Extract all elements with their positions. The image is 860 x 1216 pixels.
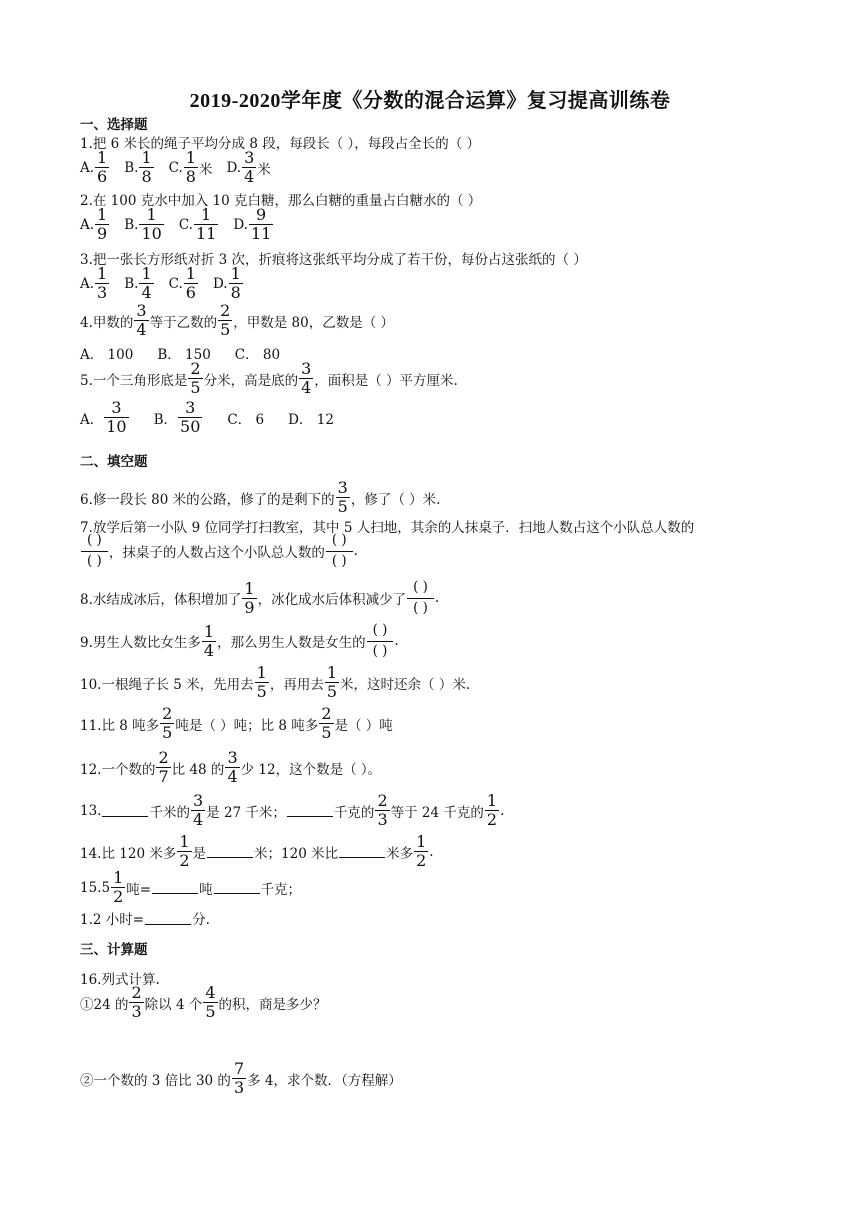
answer-blank[interactable] — [339, 845, 385, 858]
question-12: 12.一个数的 $\frac{2}{7}$ 比 48 的 $\frac{3}{4}$ 少 12，这个数是（ ）。 — [80, 748, 382, 786]
fraction: $\frac{1}{3}$ — [97, 264, 108, 302]
question-16-part-2: ②一个数的 3 倍比 30 的 $\frac{7}{3}$ 多 4，求个数．（方程解） — [80, 1059, 402, 1097]
fraction: $\frac{2}{7}$ — [158, 748, 169, 786]
fraction: $\frac{1}{2}$ — [113, 868, 124, 906]
question-3: 3.把一张长方形纸对折 3 次，折痕将这张纸平均分成了若干份，每份占这张纸的（ ） — [80, 252, 587, 268]
fraction: $\frac{1}{5}$ — [256, 663, 267, 701]
question-5: 5.一个三角形底是 $\frac{2}{5}$ 分米，高是底的 $\frac{3}{4}$ ，面积是（ ）平方厘米. — [80, 359, 458, 397]
fraction: $\frac{1}{9}$ — [244, 578, 255, 617]
section-heading-calc: 三、计算题 — [80, 942, 148, 958]
question-3-options: A. $\frac{1}{3}$ B. $\frac{1}{4}$ C. $\frac{1}{6}$ D. $\frac{1}{8}$ — [80, 264, 241, 302]
page-title: 2019-2020学年度《分数的混合运算》复习提高训练卷 — [189, 90, 671, 112]
answer-blank-fraction[interactable]: ( ) ( ) — [367, 623, 394, 659]
fraction: $\frac{2}{5}$ — [321, 704, 332, 742]
question-6: 6.修一段长 80 米的公路，修了的是剩下的 $\frac{3}{5}$ ，修了（ ）米. — [80, 478, 441, 516]
question-13: 13. 千米的 $\frac{3}{4}$ 是 27 千米； 千克的 $\frac{2}{3}$ 等于 24 千克的 $\frac{1}{2}$ . — [80, 791, 505, 829]
question-16: 16.列式计算. — [80, 972, 160, 988]
fraction: $\frac{1}{2}$ — [416, 832, 427, 870]
fraction: $\frac{1}{4}$ — [203, 621, 215, 660]
question-2: 2.在 100 克水中加入 10 克白糖，那么白糖的重量占白糖水的（ ） — [80, 193, 482, 209]
fraction: $\frac{3}{4}$ — [244, 148, 255, 186]
fraction: $\frac{2}{5}$ — [220, 301, 231, 339]
fraction: $\frac{3}{5}$ — [337, 478, 348, 516]
fraction: $\frac{1}{8}$ — [230, 264, 241, 302]
fraction: $\frac{1}{9}$ — [97, 205, 108, 243]
question-15: 15.5 $\frac{1}{2}$ 吨= 吨 千克； — [80, 868, 302, 906]
question-14: 14.比 120 米多 $\frac{1}{2}$ 是 米；120 米比 米多 $\frac{1}{2}$ . — [80, 832, 434, 870]
question-16-part-1: ①24 的 $\frac{2}{3}$ 除以 4 个 $\frac{4}{5}$ 的积，商是多少？ — [80, 983, 327, 1021]
question-5-options: A． $\frac{3}{10}$ B． $\frac{3}{50}$ C． 6 D． 12 — [80, 398, 334, 436]
question-9: 9.男生人数比女生多 $\frac{1}{4}$ ，那么男生人数是女生的 ( ) ( ) . — [80, 621, 399, 660]
fraction: $\frac{3}{4}$ — [301, 359, 312, 397]
fraction: $\frac{3}{10}$ — [106, 398, 127, 436]
question-1-options: A. $\frac{1}{6}$ B. $\frac{1}{8}$ C. $\frac{1}{8}$ 米 D. $\frac{3}{4}$ 米 — [80, 148, 271, 186]
answer-blank[interactable] — [102, 804, 148, 817]
answer-blank[interactable] — [287, 804, 333, 817]
fraction: $\frac{3}{4}$ — [192, 791, 204, 829]
fraction: $\frac{3}{50}$ — [180, 398, 201, 436]
answer-blank[interactable] — [145, 912, 191, 925]
question-7-line-2: ( ) ( ) ，抹桌子的人数占这个小队总人数的 ( ) ( ) . — [80, 533, 358, 569]
question-11: 11.比 8 吨多 $\frac{2}{5}$ 吨是（ ）吨；比 8 吨多 $\frac{2}{5}$ 是（ ）吨 — [80, 704, 393, 742]
fraction: $\frac{2}{5}$ — [190, 359, 201, 397]
answer-blank-fraction[interactable]: ( ) ( ) — [81, 533, 108, 569]
fraction: $\frac{1}{10}$ — [141, 205, 162, 243]
fraction: $\frac{1}{6}$ — [185, 264, 196, 302]
question-4: 4.甲数的 $\frac{3}{4}$ 等于乙数的 $\frac{2}{5}$ ，甲数是 80，乙数是（ ） — [80, 301, 395, 339]
fraction: $\frac{1}{2}$ — [486, 791, 498, 829]
section-heading-fill: 二、填空题 — [80, 454, 148, 470]
fraction: $\frac{1}{8}$ — [141, 148, 152, 186]
question-7-line-1: 7.放学后第一小队 9 位同学打扫教室，其中 5 人扫地，其余的人抹桌子．扫地人数占这个小队总人数的 — [80, 520, 695, 536]
fraction: $\frac{1}{4}$ — [141, 264, 152, 302]
question-2-options: A. $\frac{1}{9}$ B. $\frac{1}{10}$ C. $\frac{1}{11}$ D. $\frac{9}{11}$ — [80, 205, 272, 243]
fraction: $\frac{1}{2}$ — [179, 832, 190, 870]
fraction: $\frac{2}{3}$ — [377, 791, 388, 829]
fraction: $\frac{1}{5}$ — [326, 663, 338, 701]
fraction: $\frac{3}{4}$ — [136, 301, 147, 339]
answer-blank[interactable] — [152, 881, 198, 894]
answer-blank-fraction[interactable]: ( ) ( ) — [407, 580, 434, 616]
fraction: $\frac{9}{11}$ — [250, 205, 272, 243]
fraction: $\frac{1}{11}$ — [195, 205, 217, 243]
fraction: $\frac{2}{3}$ — [131, 983, 142, 1021]
fraction: $\frac{1}{6}$ — [97, 148, 108, 186]
question-10: 10.一根绳子长 5 米，先用去 $\frac{1}{5}$ ，再用去 $\frac{1}{5}$ 米，这时还余（ ）米. — [80, 663, 471, 701]
answer-blank[interactable] — [214, 881, 260, 894]
question-15-line-2: 1.2 小时= 分. — [80, 912, 210, 928]
fraction: $\frac{7}{3}$ — [233, 1059, 245, 1097]
question-1: 1.把 6 米长的绳子平均分成 8 段，每段长（ ），每段占全长的（ ） — [80, 136, 481, 152]
fraction: $\frac{1}{8}$ — [185, 148, 196, 186]
section-heading-choice: 一、选择题 — [80, 117, 148, 133]
answer-blank-fraction[interactable]: ( ) ( ) — [326, 533, 353, 569]
question-4-options: A． 100 B． 150 C． 80 — [80, 347, 281, 363]
answer-blank[interactable] — [207, 845, 253, 858]
fraction: $\frac{3}{4}$ — [227, 748, 238, 786]
fraction: $\frac{4}{5}$ — [205, 983, 216, 1021]
fraction: $\frac{2}{5}$ — [162, 704, 173, 742]
question-8: 8.水结成冰后，体积增加了 $\frac{1}{9}$ ，冰化成水后体积减少了 ( ) ( ) . — [80, 578, 440, 617]
